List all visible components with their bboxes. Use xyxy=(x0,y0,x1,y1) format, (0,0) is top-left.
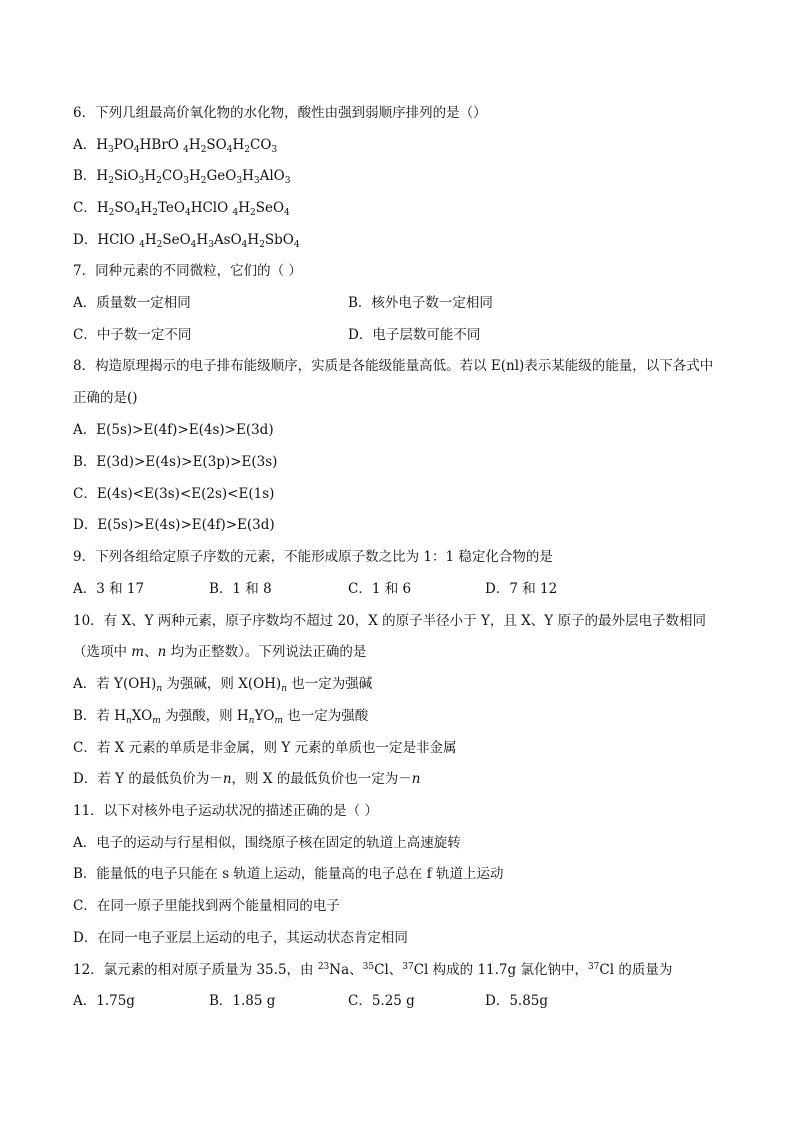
q6-option-c: C．$H_2SO_4H_2TeO_4HClO$ $_4H_2SeO_4$ xyxy=(73,200,290,218)
q7-option-a: A．质量数一定相同 xyxy=(73,295,191,311)
q6-option-b: B．$H_2SiO_3H_2CO_3H_2GeO_3H_3AlO_3$ xyxy=(73,168,291,186)
q8-option-d: D．E(5s)>E(4s)>E(4f)>E(3d) xyxy=(73,517,275,533)
q9-option-c: C．1 和 6 xyxy=(348,581,412,597)
q11-option-a: A．电子的运动与行星相似，围绕原子核在固定的轨道上高速旋转 xyxy=(73,835,461,851)
q12-option-d: D．5.85g xyxy=(485,993,549,1009)
q12-option-c: C．5.25 g xyxy=(348,993,415,1009)
q11-stem: 11．以下对核外电子运动状况的描述正确的是（ ） xyxy=(73,803,378,819)
q8-option-b: B．E(3d)>E(4s)>E(3p)>E(3s) xyxy=(73,454,278,470)
q9-stem: 9．下列各组给定原子序数的元素，不能形成原子数之比为 1：1 稳定化合物的是 xyxy=(73,549,553,565)
q8-option-c: C．E(4s)<E(3s)<E(2s)<E(1s) xyxy=(73,486,275,502)
q9-option-a: A．3 和 17 xyxy=(73,581,145,597)
q6-option-d: D．HClO $_4H_2SeO_4H_3AsO_4H_2SbO_4$ xyxy=(73,232,300,250)
q9-option-d: D．7 和 12 xyxy=(485,581,558,597)
q7-option-d: D．电子层数可能不同 xyxy=(348,327,481,343)
q12-stem: 12．氯元素的相对原子质量为 35.5，由 $^{23}$Na、$^{35}$Cl、$^{37}$Cl 构成的 11.7g 氯化钠中，$^{37}$Cl 的质量为 xyxy=(73,962,673,978)
q12-option-b: B．1.85 g xyxy=(209,993,276,1009)
q6-stem: 6．下列几组最高价氧化物的水化物，酸性由强到弱顺序排列的是（） xyxy=(73,105,487,121)
q8-option-a: A．E(5s)>E(4f)>E(4s)>E(3d) xyxy=(73,422,274,438)
q8-stem-line1: 8．构造原理揭示的电子排布能级顺序，实质是各能级能量高低。若以 E(nl)表示某能级的能量，以下各式中 xyxy=(73,358,714,374)
q11-option-b: B．能量低的电子只能在 s 轨道上运动，能量高的电子总在 f 轨道上运动 xyxy=(73,866,504,882)
q7-option-c: C．中子数一定不同 xyxy=(73,327,192,343)
q10-stem-line2: （选项中 m、n 均为正整数）。下列说法正确的是 xyxy=(73,644,367,660)
q7-option-b: B．核外电子数一定相同 xyxy=(348,295,493,311)
q10-option-a: A．若 $Y(OH)_n$ 为强碱，则 $X(OH)_n$ 也一定为强碱 xyxy=(73,676,373,694)
q10-option-c: C．若 X 元素的单质是非金属，则 Y 元素的单质也一定是非金属 xyxy=(73,740,457,756)
q8-stem-line2: 正确的是() xyxy=(73,390,138,406)
q9-option-b: B．1 和 8 xyxy=(209,581,272,597)
q11-option-c: C．在同一原子里能找到两个能量相同的电子 xyxy=(73,898,340,914)
q7-stem: 7．同种元素的不同微粒，它们的（ ） xyxy=(73,263,302,279)
q6-option-a: A．$H_3PO_4HBrO$ $_4H_2SO_4H_2CO_3$ xyxy=(73,137,278,155)
q12-option-a: A．1.75g xyxy=(73,993,135,1009)
q11-option-d: D．在同一电子亚层上运动的电子，其运动状态肯定相同 xyxy=(73,930,408,946)
q10-option-b: B．若 $H_nXO_m$ 为强酸，则 $H_nYO_m$ 也一定为强酸 xyxy=(73,708,369,726)
q10-stem-line1: 10．有 X、Y 两种元素，原子序数均不超过 20，X 的原子半径小于 Y，且 X、Y 原子的最外层电子数相同 xyxy=(73,613,706,629)
q10-option-d: D．若 Y 的最低负价为－n，则 X 的最低负价也一定为－n xyxy=(73,771,421,787)
